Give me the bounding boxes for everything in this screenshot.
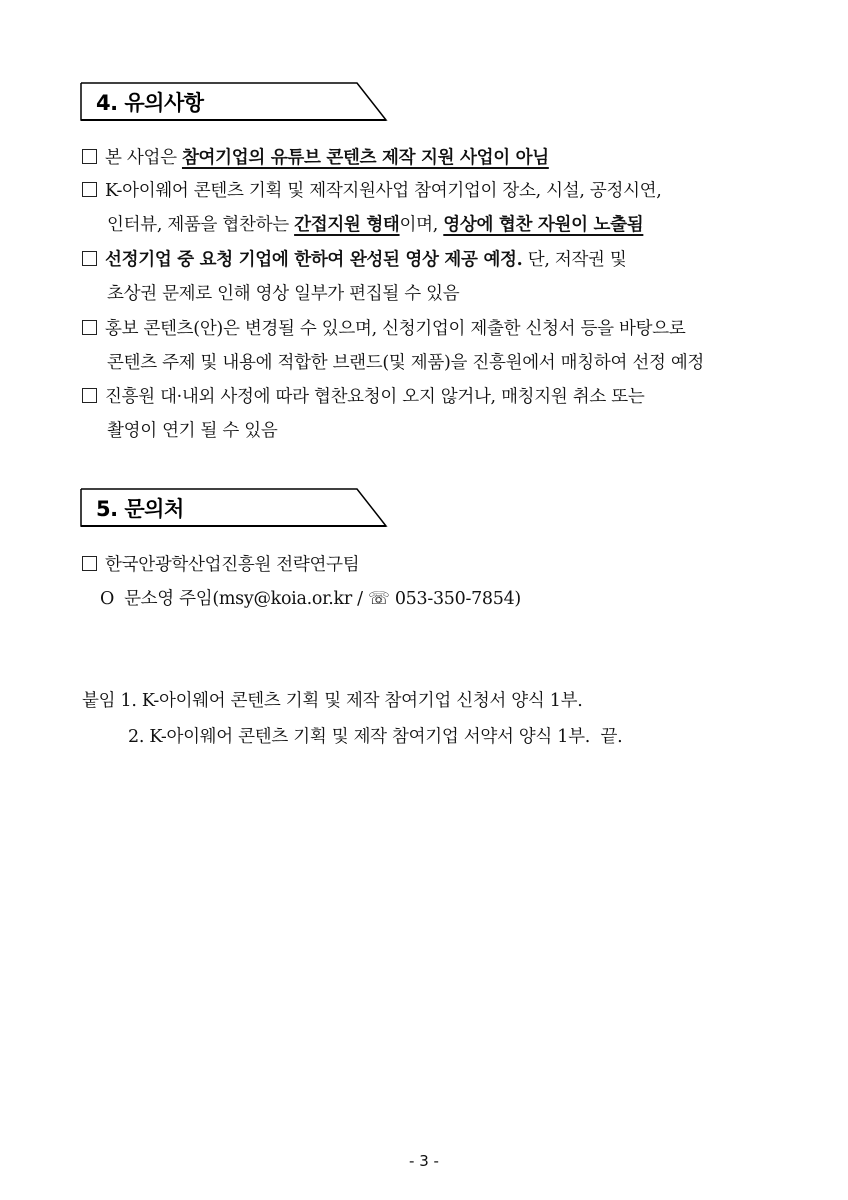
notice-5-line1: 진흥원 대·내외 사정에 따라 협찬요청이 오지 않거나, 매칭지원 취소 또는 bbox=[105, 387, 645, 407]
attachment-label: 붙임 bbox=[82, 691, 116, 711]
checkbox-square-icon bbox=[82, 388, 97, 403]
notice-2-emphasis-1: 간접지원 형태 bbox=[294, 215, 400, 235]
notice-item-1 bbox=[82, 141, 792, 175]
notice-item-5 bbox=[82, 380, 792, 448]
notice-3-line2: 초상권 문제로 인해 영상 일부가 편집될 수 있음 bbox=[107, 284, 460, 304]
checkbox-square-icon bbox=[82, 149, 97, 164]
circle-bullet-icon: O bbox=[100, 589, 115, 609]
attachment-line-1 bbox=[82, 684, 582, 718]
notice-1-text: 본 사업은 bbox=[105, 148, 182, 168]
notice-item-3 bbox=[82, 243, 792, 311]
contact-org-text: 한국안광학산업진흥원 전략연구팀 bbox=[105, 555, 360, 575]
notice-2-line2-mid: 이며, bbox=[399, 215, 444, 235]
notice-5-line2: 촬영이 연기 될 수 있음 bbox=[107, 421, 278, 441]
section-5-header bbox=[80, 488, 390, 528]
section-4-header bbox=[80, 82, 390, 122]
contact-person-text: 문소영 주임(msy@koia.or.kr / ☏ 053-350-7854) bbox=[124, 589, 521, 609]
attachment-item-2: 2. K-아이웨어 콘텐츠 기획 및 제작 참여기업 서약서 양식 1부. bbox=[128, 727, 590, 747]
checkbox-square-icon bbox=[82, 556, 97, 571]
notice-2-emphasis-2: 영상에 협찬 자원이 노출됨 bbox=[443, 215, 644, 235]
notice-2-line1: K-아이웨어 콘텐츠 기획 및 제작지원사업 참여기업이 장소, 시설, 공정시연, bbox=[105, 181, 662, 201]
document-end-mark: 끝. bbox=[600, 727, 623, 747]
notice-2-line2-pre: 인터뷰, 제품을 협찬하는 bbox=[107, 215, 295, 235]
section-4-title: 4. 유의사항 bbox=[96, 91, 204, 115]
notice-1-emphasis: 참여기업의 유튜브 콘텐츠 제작 지원 사업이 아님 bbox=[181, 148, 549, 168]
notice-4-line1: 홍보 콘텐츠(안)은 변경될 수 있으며, 신청기업이 제출한 신청서 등을 바탕으로 bbox=[105, 319, 686, 339]
checkbox-square-icon bbox=[82, 320, 97, 335]
page-number: - 3 - bbox=[409, 1152, 439, 1170]
attachment-line-2 bbox=[128, 720, 622, 754]
notice-3-bold: 선정기업 중 요청 기업에 한하여 완성된 영상 제공 예정. bbox=[105, 250, 523, 270]
attachment-item-1: 1. K-아이웨어 콘텐츠 기획 및 제작 참여기업 신청서 양식 1부. bbox=[120, 691, 583, 711]
contact-org bbox=[82, 548, 792, 582]
contact-person bbox=[100, 584, 521, 614]
notice-item-4 bbox=[82, 312, 792, 380]
section-5-title: 5. 문의처 bbox=[96, 497, 184, 521]
checkbox-square-icon bbox=[82, 251, 97, 266]
checkbox-square-icon bbox=[82, 182, 97, 197]
notice-4-line2: 콘텐츠 주제 및 내용에 적합한 브랜드(및 제품)을 진흥원에서 매칭하여 선정 예정 bbox=[107, 353, 705, 373]
notice-item-2 bbox=[82, 174, 792, 242]
notice-3-line1-rest: 단, 저작권 및 bbox=[522, 250, 627, 270]
